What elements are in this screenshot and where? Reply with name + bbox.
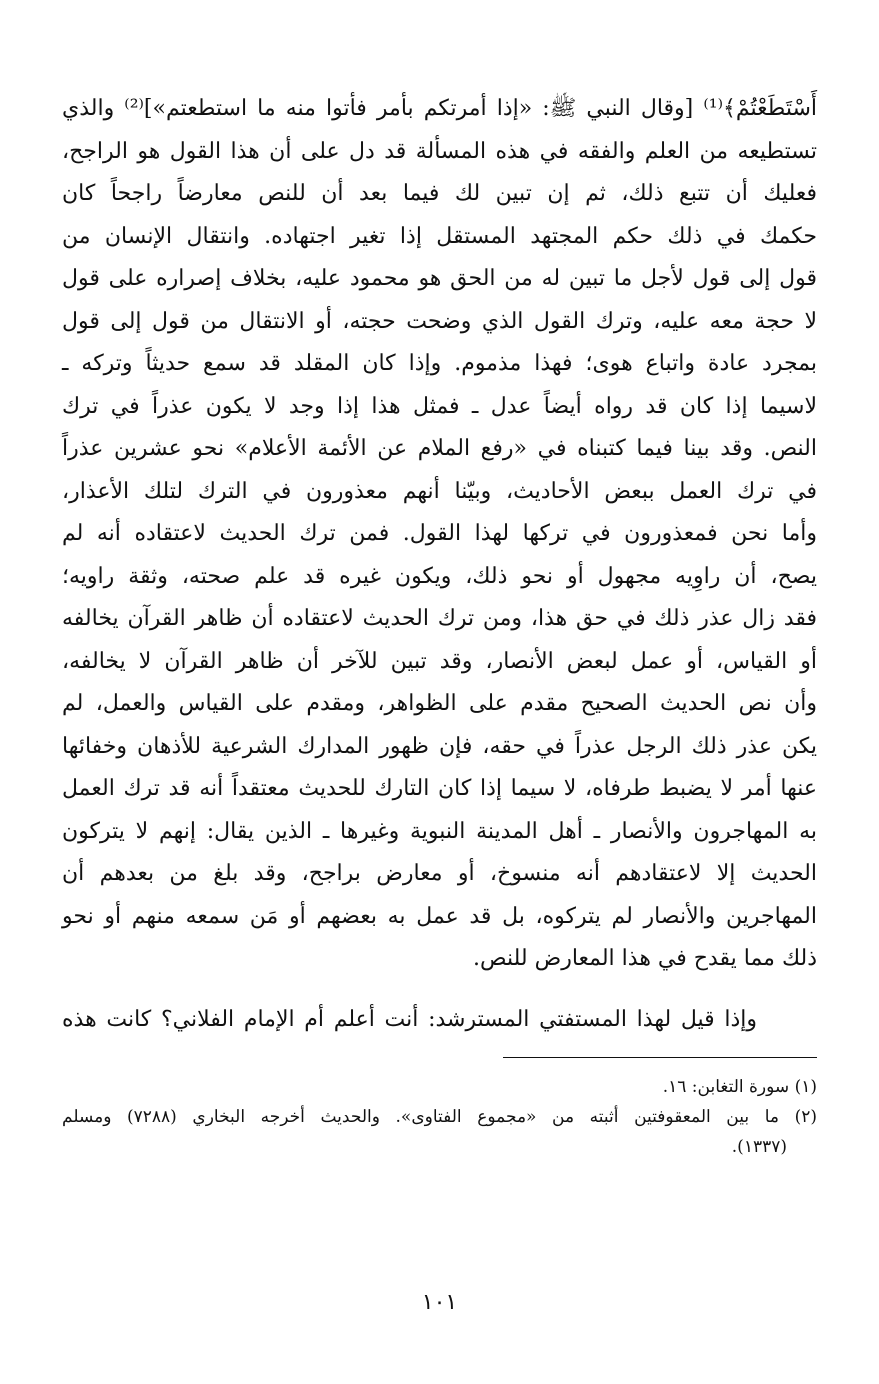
footnote-2 (62, 1102, 817, 1162)
footnote-divider (503, 1057, 817, 1058)
paragraph-main (62, 88, 817, 981)
text-line: فعليك أن تتبع ذلك، ثم إن تبين لك فيما بعد أن للنص معارضاً راجحاً كان (62, 181, 817, 206)
paragraph-second (62, 999, 817, 1042)
text-line: أَسْتَطَعْتُمْ﴾⁽¹⁾ [وقال النبي ﷺ: «إذا أمرتكم بأمر فأتوا منه ما استطعتم»]⁽²⁾ والذي (62, 96, 817, 121)
text-line: وأن نص الحديث الصحيح مقدم على الظواهر، ومقدم على القياس والعمل، لم (62, 691, 817, 716)
text-line: لا حجة معه عليه، وترك القول الذي وضحت حجته، أو الانتقال من قول إلى قول (62, 308, 817, 334)
text-line: النص. وقد بينا فيما كتبناه في «رفع الملام عن الأئمة الأعلام» نحو عشرين عذراً (62, 436, 817, 461)
footnote-text: (١) سورة التغابن: ١٦. (662, 1077, 817, 1097)
footnotes (62, 1072, 817, 1162)
text-line: أو القياس، أو عمل لبعض الأنصار، وقد تبين للآخر أن ظاهر القرآن لا يخالفه، (62, 648, 817, 674)
text-line: ذلك مما يقدح في هذا المعارض للنص. (473, 946, 817, 971)
text-line: به المهاجرون والأنصار ـ أهل المدينة النبوية وغيرها ـ الذين يقال: إنهم لا يتركون (62, 818, 817, 844)
text-line: يكن عذر ذلك الرجل عذراً في حقه، فإن ظهور المدارك الشرعية للأذهان وخفائها (62, 733, 817, 759)
text-line: وإذا قيل لهذا المستفتي المسترشد: أنت أعلم أم الإمام الفلاني؟ كانت هذه (62, 1006, 757, 1032)
page-number: ١٠١ (421, 1290, 458, 1315)
text-line: المهاجرين والأنصار لم يتركوه، بل قد عمل به بعضهم أو مَن سمعه منهم أو نحو (62, 903, 817, 929)
text-line: يصح، أن راوِيه مجهول أو نحو ذلك، ويكون غيره قد علم صحته، وثقة راويه؛ (62, 563, 817, 589)
text-line: الحديث إلا لاعتقادهم أنه منسوخ، أو معارض براجح، وقد بلغ من بعدهم أن (62, 861, 817, 886)
footnote-text: (١٣٣٧). (731, 1137, 787, 1157)
text-line: عنها أمر لا يضبط طرفاه، لا سيما إذا كان التارك للحديث معتقداً أنه قد ترك العمل (62, 776, 817, 801)
page (62, 88, 817, 1162)
text-line: في ترك العمل ببعض الأحاديث، وبيّنا أنهم معذورون في الترك لتلك الأعذار، (62, 478, 817, 504)
text-line: تستطيعه من العلم والفقه في هذه المسألة قد دل على أن هذا القول هو الراجح، (62, 138, 817, 164)
footnote-text: (٢) ما بين المعقوفتين أثبته من «مجموع الفتاوى». والحديث أخرجه البخاري (٧٢٨٨) ومسلم (62, 1107, 817, 1127)
text-line: حكمك في ذلك حكم المجتهد المستقل إذا تغير اجتهاده. وانتقال الإنسان من (62, 223, 817, 249)
footnote-1 (62, 1072, 817, 1102)
text-line: بمجرد عادة واتباع هوى؛ فهذا مذموم. وإذا كان المقلد قد سمع حديثاً وتركه ـ (62, 351, 817, 376)
text-line: وأما نحن فمعذورون في تركها لهذا القول. فمن ترك الحديث لاعتقاده أنه لم (62, 521, 817, 546)
text-line: لاسيما إذا كان قد رواه أيضاً عدل ـ فمثل هذا إذا وجد لا يكون عذراً في ترك (62, 393, 817, 419)
text-line: فقد زال عذر ذلك في حق هذا، ومن ترك الحديث لاعتقاده أن ظاهر القرآن يخالفه (62, 606, 817, 631)
text-line: قول إلى قول لأجل ما تبين له من الحق هو محمود عليه، بخلاف إصراره على قول (62, 266, 817, 291)
